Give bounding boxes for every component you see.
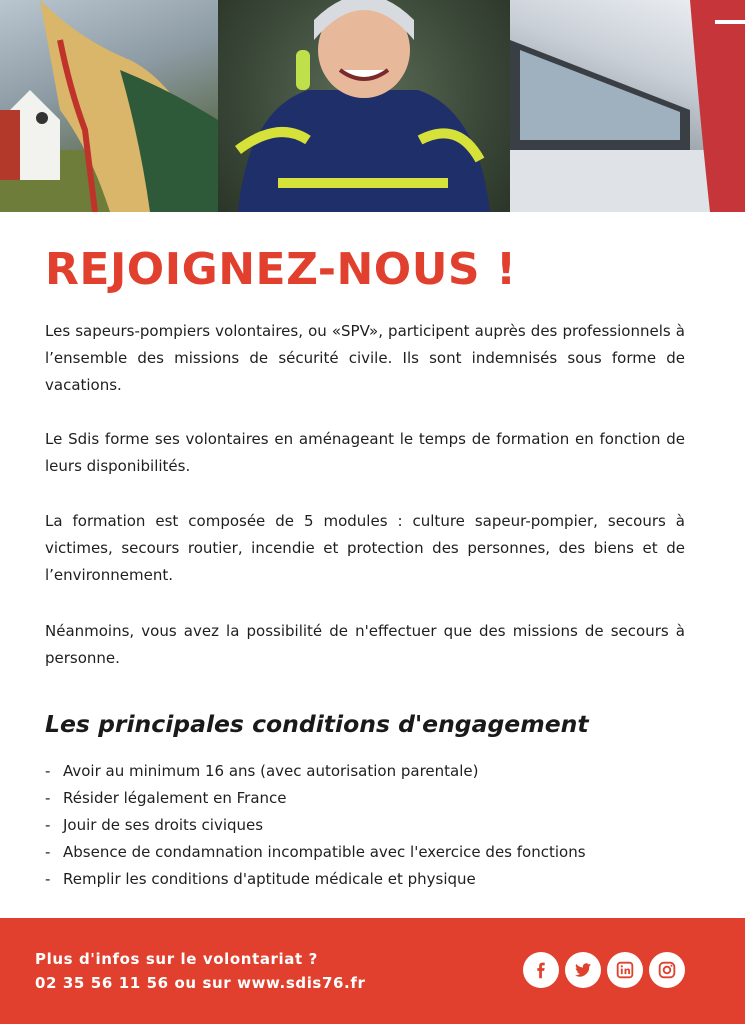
list-item	[45, 812, 705, 839]
condition-text: Avoir au minimum 16 ans (avec autorisation parentale)	[63, 762, 479, 780]
paragraph-training-modules: La formation est composée de 5 modules : culture sapeur-pompier, secours à victimes, secours routier, incendie et protection des personnes, des biens et de l’environnement.	[45, 512, 685, 584]
instagram-icon[interactable]	[649, 952, 685, 988]
photo-banner	[0, 0, 745, 212]
photo-medical-volunteer-illustration	[0, 0, 218, 212]
list-bullet: -	[45, 843, 51, 861]
list-item	[45, 866, 705, 893]
footer-contact: 02 35 56 11 56 ou sur www.sdis76.fr	[35, 974, 366, 992]
condition-text: Absence de condamnation incompatible avec l'exercice des fonctions	[63, 843, 586, 861]
list-item	[45, 758, 705, 785]
list-bullet: -	[45, 870, 51, 888]
social-links	[523, 952, 685, 988]
photo-firefighter	[218, 0, 510, 212]
paragraph-rescue-option: Néanmoins, vous avez la possibilité de n'effectuer que des missions de secours à personne.	[45, 622, 685, 667]
photo-medical-volunteer	[0, 0, 218, 212]
page-title: REJOIGNEZ-NOUS !	[45, 244, 517, 295]
photo-firefighter-illustration	[218, 0, 510, 212]
conditions-list	[45, 758, 705, 893]
conditions-title: Les principales conditions d'engagement	[45, 710, 589, 738]
condition-text: Remplir les conditions d'aptitude médicale et physique	[63, 870, 476, 888]
footer-banner	[0, 918, 745, 1024]
list-item	[45, 785, 705, 812]
condition-text: Résider légalement en France	[63, 789, 287, 807]
photo-rescue-vehicle-illustration	[510, 0, 745, 212]
paragraph-spv-intro: Les sapeurs-pompiers volontaires, ou «SPV», participent auprès des professionnels à l’ensemble des missions de sécurité civile. Ils sont indemnisés sous forme de vacations.	[45, 322, 685, 394]
photo-rescue-vehicle	[510, 0, 745, 212]
facebook-icon[interactable]	[523, 952, 559, 988]
paragraph-training-schedule: Le Sdis forme ses volontaires en aménageant le temps de formation en fonction de leurs disponibilités.	[45, 430, 685, 475]
condition-text: Jouir de ses droits civiques	[63, 816, 264, 834]
linkedin-icon[interactable]	[607, 952, 643, 988]
list-bullet: -	[45, 789, 51, 807]
twitter-icon[interactable]	[565, 952, 601, 988]
list-item	[45, 839, 705, 866]
footer-info-question: Plus d'infos sur le volontariat ?	[35, 950, 318, 968]
list-bullet: -	[45, 816, 51, 834]
list-bullet: -	[45, 762, 51, 780]
